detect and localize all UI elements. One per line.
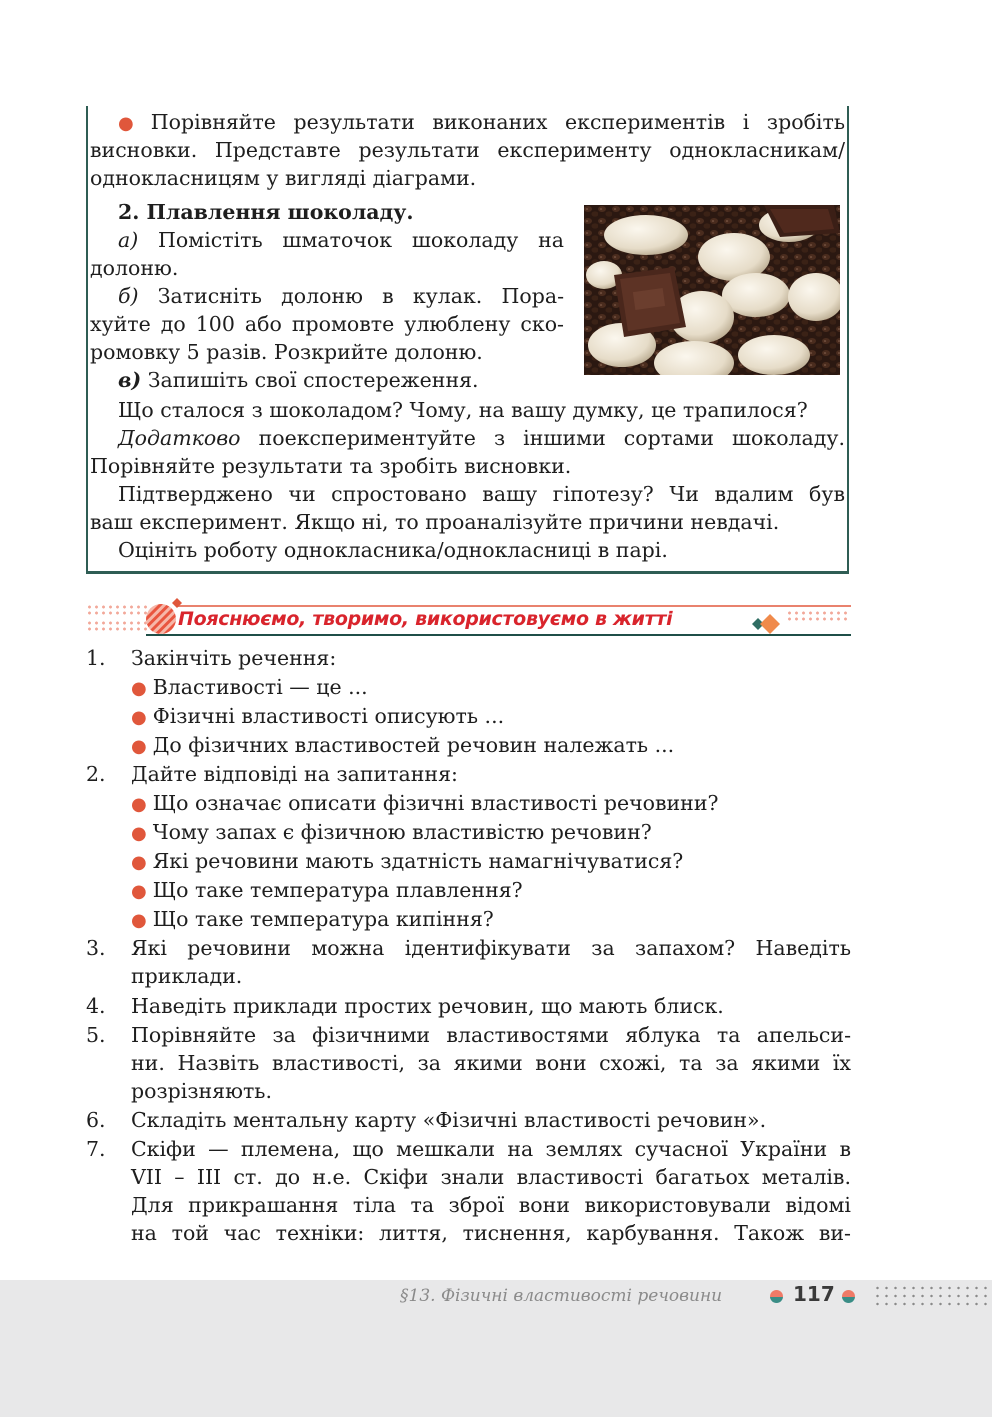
task-7-line-1: Скіфи — племена, що мешкали на землях сучасної України в	[131, 1137, 851, 1161]
bullet-icon: ●	[118, 113, 145, 134]
task-3-line-1: Які речовини можна ідентифікувати за запахом? Наведіть	[131, 936, 851, 960]
question-line: Що сталося з шоколадом? Чому, на вашу думку, це трапилося?	[118, 398, 808, 422]
page-dot-right-icon	[842, 1290, 855, 1303]
task-6-number: 6.	[86, 1108, 106, 1132]
task-4-text: Наведіть приклади простих речовин, що мають блиск.	[131, 994, 724, 1018]
bullet-icon: ●	[131, 678, 147, 699]
section-title: Пояснюємо, творимо, використовуємо в житті	[178, 608, 673, 630]
bullet-icon: ●	[131, 910, 147, 931]
task-2-number: 2.	[86, 762, 106, 786]
task-6-text: Складіть ментальну карту «Фізичні властивості речовин».	[131, 1108, 767, 1132]
task-7-line-3: Для прикрашання тіла та зброї вони використовували відомі	[131, 1193, 851, 1217]
step-a-line-2: долоню.	[90, 256, 179, 280]
task-5-line-1: Порівняйте за фізичними властивостями яблука та апельси-	[131, 1023, 851, 1047]
bullet-icon: ●	[131, 794, 147, 815]
banner-dots-left	[86, 604, 148, 616]
step-c-line: в) Запишіть свої спостереження.	[118, 368, 479, 392]
footer-dots-decoration	[873, 1284, 992, 1310]
task-2-text: Дайте відповіді на запитання:	[131, 762, 458, 786]
banner-underline	[146, 634, 851, 636]
extra-line-1: Додатково поекспериментуйте з іншими сортами шоколаду.	[118, 426, 845, 450]
task-1-bullet-3: ● До фізичних властивостей речовин належать ...	[131, 733, 675, 757]
step-b-line-2: хуйте до 100 або промовте улюблену ско-	[90, 312, 564, 336]
chocolate-image	[584, 205, 840, 375]
bullet-icon: ●	[131, 707, 147, 728]
task-1-bullet-2: ● Фізичні властивості описують ...	[131, 704, 505, 728]
task-2-bullet-5: ● Що таке температура кипіння?	[131, 907, 494, 931]
banner-dots-left-2	[86, 620, 148, 632]
diamond-pair-icon	[750, 612, 782, 638]
task-3-line-2: приклади.	[131, 964, 243, 988]
intro-line-3: однокласницям у вигляді діаграми.	[90, 166, 477, 190]
banner-top-rule	[176, 605, 851, 607]
task-3-number: 3.	[86, 936, 106, 960]
task-5-line-3: розрізняють.	[131, 1079, 272, 1103]
page-dot-left-icon	[770, 1290, 783, 1303]
task-5-line-2: ни. Назвіть властивості, за якими вони схожі, та за якими їх	[131, 1051, 851, 1075]
step-a-line-1: а) Помістіть шматочок шоколаду на	[118, 228, 564, 252]
task-2-bullet-1: ● Що означає описати фізичні властивості речовини?	[131, 791, 719, 815]
task-2-bullet-3: ● Які речовини мають здатність намагнічуватися?	[131, 849, 684, 873]
task-1-bullet-1: ● Властивості — це ...	[131, 675, 368, 699]
experiment-heading: 2. Плавлення шоколаду.	[118, 200, 414, 224]
task-4-number: 4.	[86, 994, 106, 1018]
task-7-number: 7.	[86, 1137, 106, 1161]
bullet-icon: ●	[131, 736, 147, 757]
hypothesis-line-2: ваш експеримент. Якщо ні, то проаналізуйте причини невдачі.	[90, 510, 780, 534]
evaluate-line: Оцініть роботу однокласника/однокласниці в парі.	[118, 538, 668, 562]
intro-line-1: ● Порівняйте результати виконаних експериментів і зробіть	[118, 110, 845, 134]
page-number: 117	[793, 1282, 835, 1306]
bullet-icon: ●	[131, 852, 147, 873]
banner-dots-right	[786, 610, 850, 622]
task-1-number: 1.	[86, 646, 106, 670]
hypothesis-line-1: Підтверджено чи спростовано вашу гіпотезу? Чи вдалим був	[118, 482, 845, 506]
task-2-bullet-4: ● Що таке температура плавлення?	[131, 878, 523, 902]
extra-line-2: Порівняйте результати та зробіть висновки.	[90, 454, 572, 478]
step-b-line-3: ромовку 5 разів. Розкрийте долоню.	[90, 340, 483, 364]
bullet-icon: ●	[131, 881, 147, 902]
task-7-line-2: VII – III ст. до н.е. Скіфи знали властивості багатьох металів.	[131, 1165, 851, 1189]
task-2-bullet-2: ● Чому запах є фізичною властивістю речовин?	[131, 820, 652, 844]
section-banner	[86, 598, 850, 638]
task-1-text: Закінчіть речення:	[131, 646, 337, 670]
bullet-icon: ●	[131, 823, 147, 844]
task-5-number: 5.	[86, 1023, 106, 1047]
step-b-line-1: б) Затисніть долоню в кулак. Пора-	[118, 284, 564, 308]
task-7-line-4: на той час техніки: лиття, тиснення, карбування. Також ви-	[131, 1221, 851, 1245]
intro-line-2: висновки. Представте результати експерименту однокласникам/	[90, 138, 845, 162]
chocolate-photo	[584, 205, 840, 375]
footer-section-ref: §13. Фізичні властивості речовини	[400, 1286, 723, 1306]
small-diamond-icon	[172, 598, 182, 608]
